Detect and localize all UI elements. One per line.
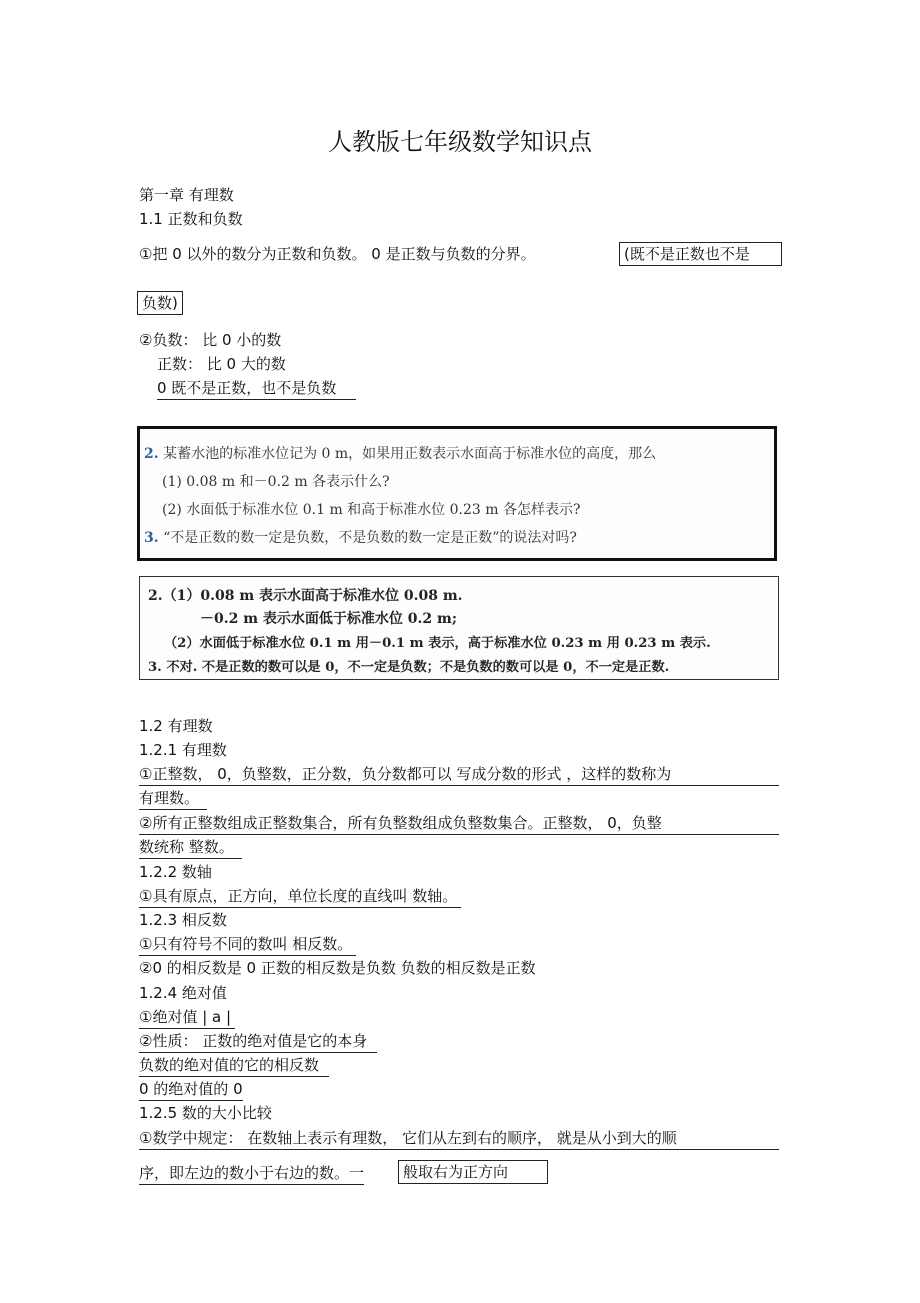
positive-def: 正数： 比 0 大的数 xyxy=(157,355,286,373)
zero-def: 0 既不是正数，也不是负数 xyxy=(157,378,356,400)
question-2-text: 某蓄水池的标准水位记为 0 m，如果用正数表示水面高于标准水位的高度，那么 xyxy=(163,446,657,462)
question-2-part-2: (2) 水面低于标准水位 0.1 m 和高于标准水位 0.23 m 各怎样表示? xyxy=(162,502,581,518)
exercise-question-box xyxy=(137,426,777,561)
subsection-1-2-4: 1.2.4 绝对值 xyxy=(139,984,227,1002)
compare-rule-line-1: ①数学中规定： 在数轴上表示有理数， 它们从左到右的顺序， 就是从小到大的顺 xyxy=(139,1128,779,1150)
paragraph-1-line: ①把 0 以外的数分为正数和负数。 0 是正数与负数的分界。 xyxy=(139,245,536,263)
answer-line-1: 2.（1）0.08 m 表示水面高于标准水位 0.08 m. xyxy=(148,588,463,604)
answer-line-3: （2）水面低于标准水位 0.1 m 用－0.1 m 表示，高于标准水位 0.23 m 用 0.23 m 表示. xyxy=(164,636,711,651)
chapter-heading: 第一章 有理数 xyxy=(139,186,234,204)
subsection-1-2-1: 1.2.1 有理数 xyxy=(139,741,227,759)
subsection-1-2-5: 1.2.5 数的大小比较 xyxy=(139,1104,272,1122)
negative-def: ②负数： 比 0 小的数 xyxy=(139,331,282,349)
number-axis-def: ①具有原点，正方向，单位长度的直线叫 数轴。 xyxy=(139,886,461,908)
rational-def-line-2: 有理数。 xyxy=(139,788,207,810)
absolute-property-positive: ②性质： 正数的绝对值是它的本身 xyxy=(139,1031,377,1053)
exercise-answer-box xyxy=(139,576,779,680)
opposite-properties: ②0 的相反数是 0 正数的相反数是负数 负数的相反数是正数 xyxy=(139,959,536,977)
rational-def-line-1: ①正整数， 0，负整数，正分数，负分数都可以 写成分数的形式 ，这样的数称为 xyxy=(139,764,779,786)
integer-def-line-1: ②所有正整数组成正整数集合，所有负整数组成负整数集合。正整数， 0，负整 xyxy=(139,813,779,835)
boxed-note-1: (既不是正数也不是 xyxy=(619,242,782,266)
question-3-text: “不是正数的数一定是负数，不是负数的数一定是正数”的说法对吗? xyxy=(163,530,577,546)
question-2-number: 2. xyxy=(144,446,159,462)
boxed-note-2: 负数) xyxy=(137,291,183,315)
question-3 xyxy=(144,527,577,547)
answer-line-4: 3. 不对. 不是正数的数可以是 0，不一定是负数；不是负数的数可以是 0，不一定是正数. xyxy=(148,660,670,675)
absolute-property-zero: 0 的绝对值的 0 xyxy=(139,1079,243,1101)
section-heading-1-1: 1.1 正数和负数 xyxy=(139,210,243,228)
question-3-number: 3. xyxy=(144,530,159,546)
section-heading-1-2: 1.2 有理数 xyxy=(139,717,213,735)
compare-rule-line-2: 序，即左边的数小于右边的数。一 xyxy=(139,1163,364,1185)
subsection-1-2-3: 1.2.3 相反数 xyxy=(139,911,227,929)
page-title: 人教版七年级数学知识点 xyxy=(328,128,592,156)
question-2 xyxy=(144,443,656,463)
integer-def-line-2: 数统称 整数。 xyxy=(139,837,242,859)
subsection-1-2-2: 1.2.2 数轴 xyxy=(139,863,212,881)
answer-line-2: －0.2 m 表示水面低于标准水位 0.2 m; xyxy=(200,611,458,627)
absolute-property-negative: 负数的绝对值的它的相反数 xyxy=(139,1055,329,1077)
absolute-value-def: ①绝对值 | a | xyxy=(139,1007,235,1029)
question-2-part-1: (1) 0.08 m 和－0.2 m 各表示什么? xyxy=(162,474,390,490)
opposite-def: ①只有符号不同的数叫 相反数。 xyxy=(139,934,356,956)
compare-rule-boxed: 般取右为正方向 xyxy=(398,1160,548,1184)
